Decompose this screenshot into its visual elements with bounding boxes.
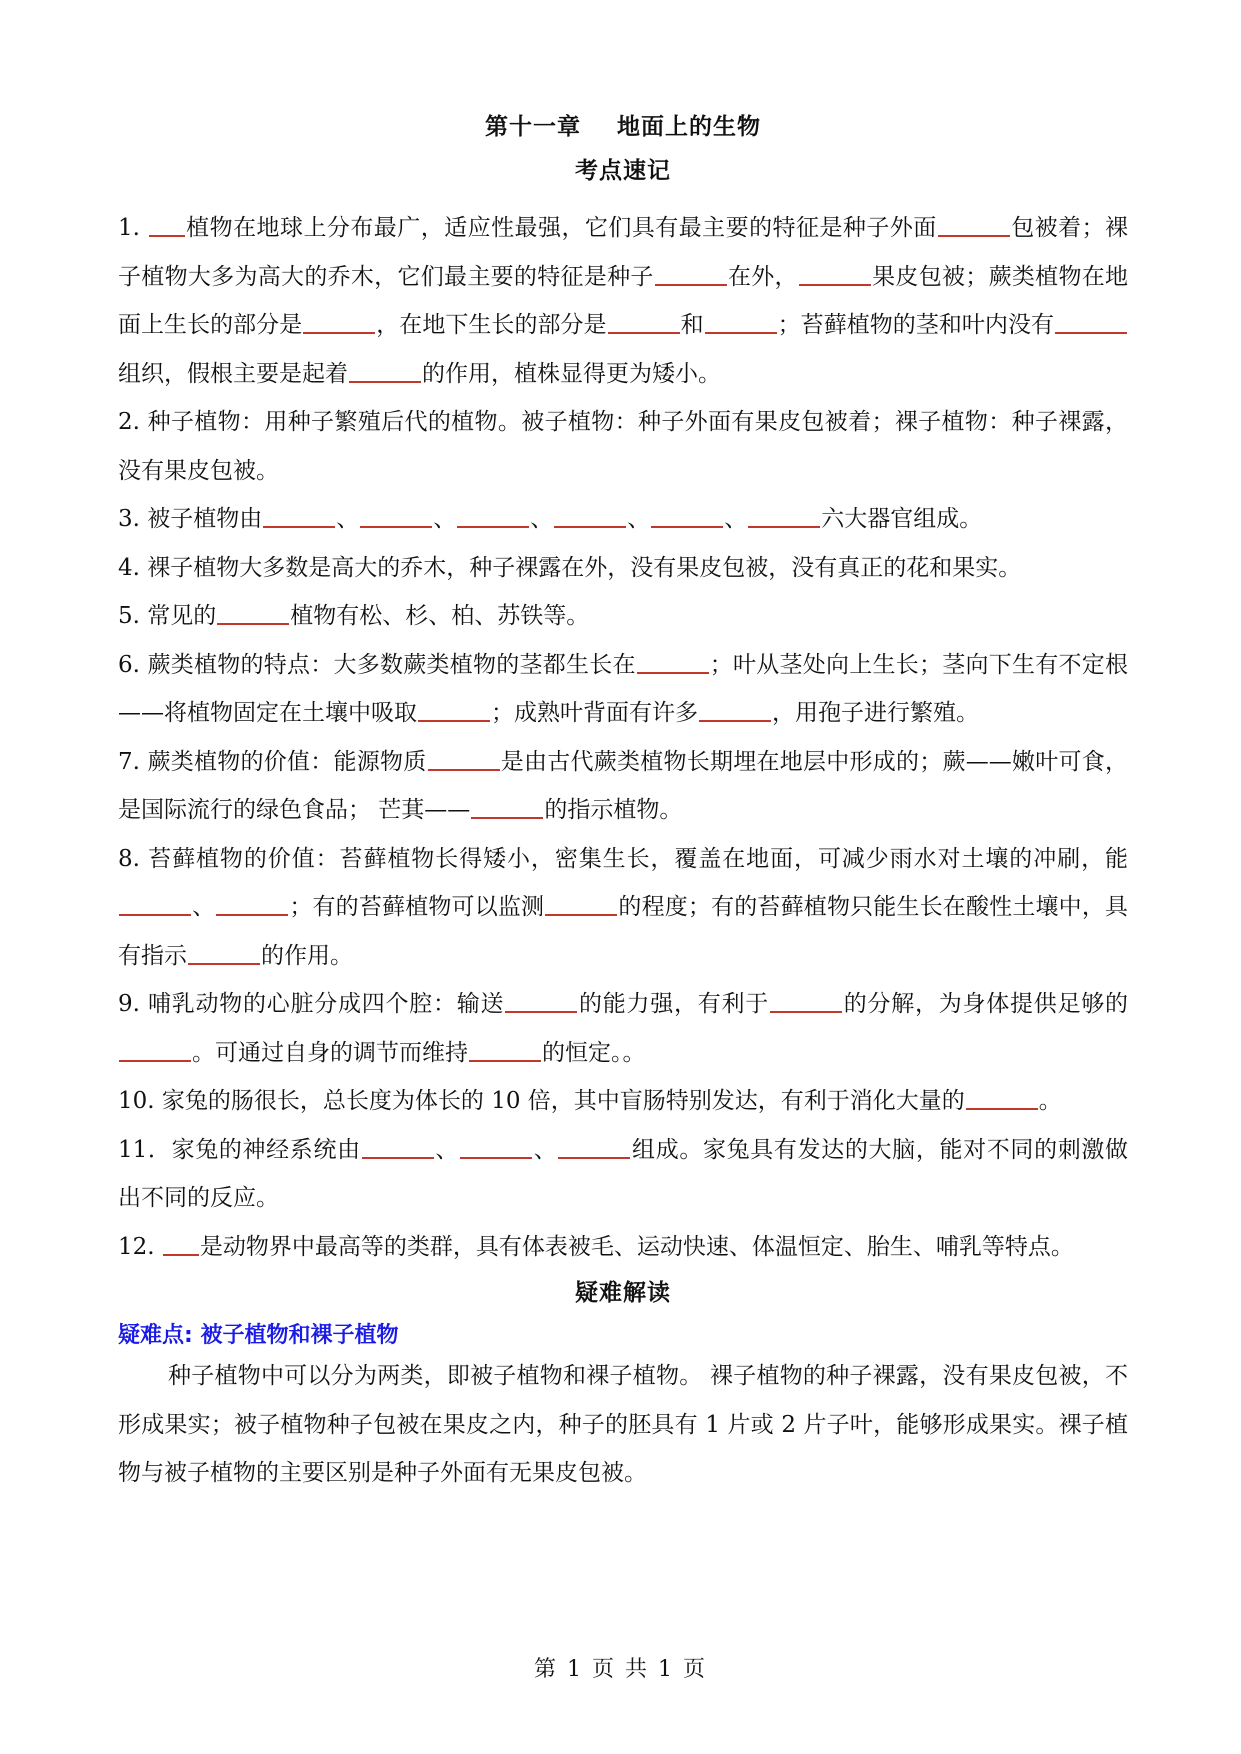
chapter-name: 地面上的生物 <box>617 114 761 140</box>
item-text: ，用孢子进行繁殖。 <box>772 700 979 726</box>
fill-in-blank[interactable] <box>360 525 432 528</box>
fill-in-blank[interactable] <box>119 1059 191 1062</box>
item-text: 植物有松、杉、柏、苏铁等。 <box>290 603 590 629</box>
fill-in-blank[interactable] <box>938 234 1010 237</box>
item-text: 、 <box>434 1136 460 1163</box>
fill-in-blank[interactable] <box>608 331 680 334</box>
item-text: 组成。家兔具有发达的大脑，能对不同的刺激做出不同的反应。 <box>118 1136 1129 1211</box>
item-text: 是由古代蕨类植物长期埋在地层中形成的；蕨——嫩叶可食，是国际流行的绿色食品； 芒萁—— <box>118 748 1128 823</box>
item-text: 7. 蕨类植物的价值：能源物质 <box>118 748 427 775</box>
item-text: 的作用，植株显得更为矮小。 <box>422 360 721 387</box>
list-item <box>118 398 1128 495</box>
section-heading-difficulties: 疑难解读 <box>575 1280 671 1306</box>
fill-in-blank[interactable] <box>471 816 543 819</box>
item-text: 组织，假根主要是起着 <box>118 360 348 387</box>
fill-in-blank[interactable] <box>651 525 723 528</box>
fill-in-blank[interactable] <box>149 234 185 237</box>
fill-in-blank[interactable] <box>457 525 529 528</box>
item-text: 12. <box>118 1233 162 1260</box>
fill-in-blank[interactable] <box>303 331 375 334</box>
fill-in-blank[interactable] <box>637 671 709 674</box>
item-text: 5. 常见的 <box>118 603 217 629</box>
item-text: 9. 哺乳动物的心脏分成四个腔：输送 <box>118 991 505 1017</box>
item-text: ；苔藓植物的茎和叶内没有 <box>777 312 1055 338</box>
item-text: 的分解，为身体提供足够的 <box>843 991 1128 1017</box>
section-heading-key-points: 考点速记 <box>575 158 671 184</box>
item-text: 1. <box>118 215 148 241</box>
item-text: 是动物界中最高等的类群，具有体表被毛、运动快速、体温恒定、胎生、哺乳等特点。 <box>199 1233 1074 1260</box>
item-text: 、 <box>533 1136 558 1163</box>
key-points-list <box>118 204 1128 1271</box>
hard-point-label: 疑难点: 被子植物和裸子植物 <box>118 1323 399 1348</box>
fill-in-blank[interactable] <box>554 525 626 528</box>
fill-in-blank[interactable] <box>699 719 771 722</box>
item-text: 的作用。 <box>261 942 353 969</box>
item-text: 、 <box>192 894 216 920</box>
fill-in-blank[interactable] <box>545 913 617 916</box>
fill-in-blank[interactable] <box>505 1010 577 1013</box>
fill-in-blank[interactable] <box>428 768 500 771</box>
item-text: 的恒定。。 <box>542 1039 646 1066</box>
fill-in-blank[interactable] <box>748 525 820 528</box>
fill-in-blank[interactable] <box>418 719 490 722</box>
fill-in-blank[interactable] <box>770 1010 842 1013</box>
item-text: 3. 被子植物由 <box>118 506 263 532</box>
fill-in-blank[interactable] <box>119 913 191 916</box>
item-text: 、 <box>724 506 748 532</box>
list-item <box>118 1126 1128 1223</box>
explanation-paragraph: 种子植物中可以分为两类，即被子植物和裸子植物。 裸子植物的种子裸露，没有果皮包被，不形成果实；被子植物种子包被在果皮之内，种子的胚具有 1 片或 2 片子叶，能够形成果实。裸子植物与被子植物的主要区别是种子外面有无果皮包被。 <box>118 1363 1128 1486</box>
item-text: 果皮包被；蕨类植物在地面上生长的部分是 <box>118 263 1129 338</box>
item-text: 。 <box>1038 1088 1062 1114</box>
fill-in-blank[interactable] <box>558 1156 630 1159</box>
chapter-number: 第十一章 <box>485 114 581 140</box>
list-item <box>118 495 1128 544</box>
item-text: 、 <box>433 506 457 532</box>
list-item <box>118 1223 1128 1272</box>
fill-in-blank[interactable] <box>349 380 421 383</box>
fill-in-blank[interactable] <box>460 1156 532 1159</box>
fill-in-blank[interactable] <box>705 331 777 334</box>
list-item <box>118 835 1128 981</box>
item-text: 、 <box>627 506 651 532</box>
item-text: 包被着；裸子植物大多为高大的乔木，它们最主要的特征是种子 <box>118 215 1129 290</box>
fill-in-blank[interactable] <box>163 1253 199 1256</box>
page-footer: 第 1 页 共 1 页 <box>534 1657 707 1682</box>
fill-in-blank[interactable] <box>1055 331 1127 334</box>
item-text: 植物在地球上分布最广，适应性最强，它们具有最主要的特征是种子外面 <box>185 215 937 241</box>
item-text: ；有的苔藓植物可以监测 <box>289 894 545 920</box>
item-text: 2. 种子植物：用种子繁殖后代的植物。被子植物：种子外面有果皮包被着；裸子植物：种子裸露，没有果皮包被。 <box>118 409 1128 484</box>
list-item <box>118 738 1128 835</box>
item-text: ，在地下生长的部分是 <box>376 312 607 338</box>
item-text: 10. 家兔的肠很长，总长度为体长的 10 倍，其中盲肠特别发达，有利于消化大量的 <box>118 1088 965 1114</box>
item-text: 。可通过自身的调节而维持 <box>192 1039 468 1066</box>
item-text: 8. 苔藓植物的价值：苔藓植物长得矮小，密集生长，覆盖在地面，可减少雨水对土壤的冲刷，能 <box>118 845 1128 872</box>
fill-in-blank[interactable] <box>799 283 871 286</box>
fill-in-blank[interactable] <box>966 1107 1038 1110</box>
item-text: 4. 裸子植物大多数是高大的乔木，种子裸露在外，没有果皮包被，没有真正的花和果实。 <box>118 554 1022 581</box>
item-text: 的指示植物。 <box>544 797 683 823</box>
list-item <box>118 592 1128 641</box>
list-item <box>118 641 1128 738</box>
item-text: 六大器官组成。 <box>821 506 983 532</box>
item-text: 的能力强，有利于 <box>578 991 769 1017</box>
list-item <box>118 544 1128 593</box>
item-text: 6. 蕨类植物的特点：大多数蕨类植物的茎都生长在 <box>118 651 636 678</box>
item-text: 的程度；有的苔藓植物只能生长在酸性土壤中，具有指示 <box>118 894 1129 969</box>
item-text: ；成熟叶背面有许多 <box>491 700 698 726</box>
chapter-title <box>118 108 1128 141</box>
item-text: ；叶从茎处向上生长；茎向下生有不定根——将植物固定在土壤中吸取 <box>118 651 1128 726</box>
list-item <box>118 204 1128 398</box>
item-text: 在外， <box>727 263 798 290</box>
item-text: 11．家兔的神经系统由 <box>118 1136 361 1163</box>
fill-in-blank[interactable] <box>263 525 335 528</box>
item-text: 和 <box>680 312 704 338</box>
item-text: 、 <box>336 506 360 532</box>
list-item <box>118 1077 1128 1126</box>
item-text: 、 <box>530 506 554 532</box>
fill-in-blank[interactable] <box>469 1059 541 1062</box>
list-item <box>118 980 1128 1077</box>
fill-in-blank[interactable] <box>188 962 260 965</box>
fill-in-blank[interactable] <box>655 283 727 286</box>
fill-in-blank[interactable] <box>362 1156 434 1159</box>
fill-in-blank[interactable] <box>217 622 289 625</box>
fill-in-blank[interactable] <box>216 913 288 916</box>
